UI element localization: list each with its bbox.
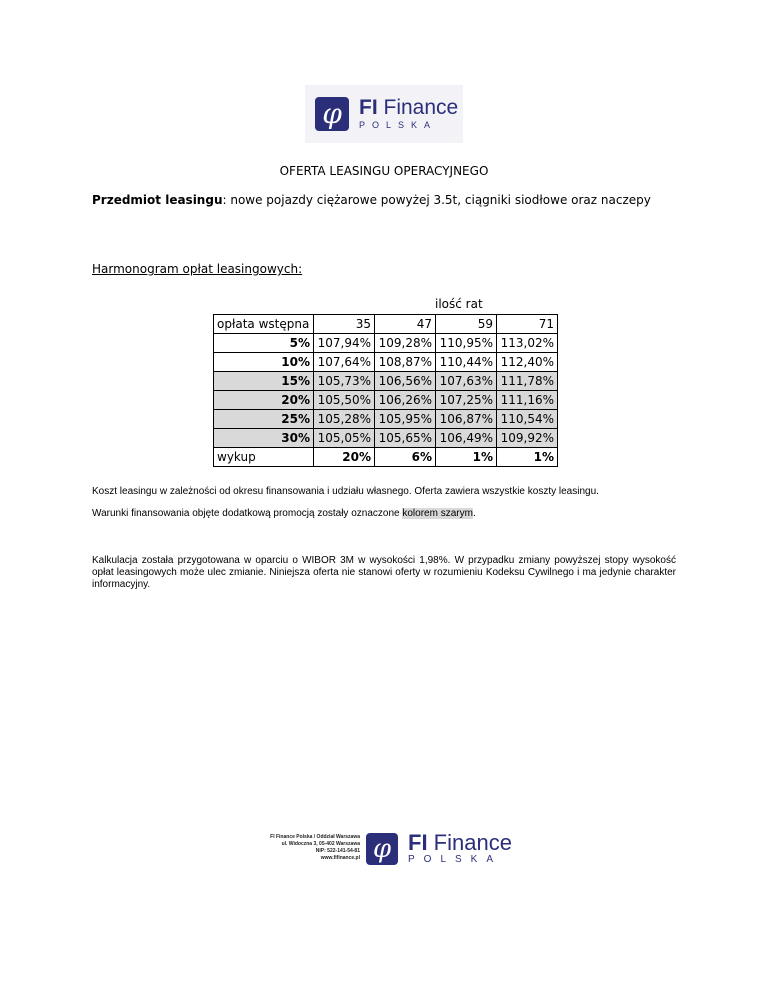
rate-cell: 105,73% xyxy=(314,372,375,391)
down-payment-cell: 5% xyxy=(214,334,314,353)
footer-logo-subtitle: POLSKA xyxy=(408,854,503,865)
down-payment-header: opłata wstępna xyxy=(214,315,314,334)
rate-cell: 111,78% xyxy=(497,372,558,391)
down-payment-cell: 20% xyxy=(214,391,314,410)
calculation-note: Kalkulacja została przygotowana w oparciu o WIBOR 3M w wysokości 1,98%. W przypadku zmiany powyższej stopy wysokość opłat leasingowych może ulec zmianie. Niniejsza oferta nie stanowi oferty w rozumieniu Kodeksu Cywilnego i ma jedynie charakter informacyjny. xyxy=(92,555,676,590)
table-row xyxy=(214,429,558,448)
rate-cell: 105,95% xyxy=(375,410,436,429)
rate-cell: 111,16% xyxy=(497,391,558,410)
table-row xyxy=(214,372,558,391)
down-payment-cell: 15% xyxy=(214,372,314,391)
rate-cell: 113,02% xyxy=(497,334,558,353)
rate-cell: 106,56% xyxy=(375,372,436,391)
cost-note: Koszt leasingu w zależności od okresu finansowania i udziału własnego. Oferta zawiera wszystkie koszty leasingu. xyxy=(92,486,599,497)
buyout-row xyxy=(214,448,558,467)
down-payment-cell: 25% xyxy=(214,410,314,429)
footer-logo-mark-icon: φ xyxy=(366,833,398,865)
rate-cell: 106,26% xyxy=(375,391,436,410)
rate-cell: 107,94% xyxy=(314,334,375,353)
table-row xyxy=(214,410,558,429)
rate-cell: 105,50% xyxy=(314,391,375,410)
footer-address: FI Finance Polska / Oddział Warszawa ul. Widoczna 3, 05-402 Warszawa NIP: 522-141-54-81 www.fifinance.pl xyxy=(270,834,360,861)
table-row xyxy=(214,353,558,372)
rate-cell: 107,63% xyxy=(436,372,497,391)
table-header-row xyxy=(214,315,558,334)
rate-cell: 106,87% xyxy=(436,410,497,429)
installments-column-header: 59 xyxy=(436,315,497,334)
table-row xyxy=(214,391,558,410)
subject-label: Przedmiot leasingu xyxy=(92,193,223,207)
footer-logo xyxy=(366,832,512,866)
rate-cell: 106,49% xyxy=(436,429,497,448)
leasing-subject xyxy=(92,193,651,207)
logo-name: FI Finance xyxy=(359,96,459,119)
promo-highlight: kolorem szarym xyxy=(402,508,473,519)
buyout-cell: 6% xyxy=(375,448,436,467)
rate-cell: 109,28% xyxy=(375,334,436,353)
buyout-cell: 1% xyxy=(497,448,558,467)
rate-cell: 110,54% xyxy=(497,410,558,429)
rate-cell: 107,25% xyxy=(436,391,497,410)
installments-column-header: 71 xyxy=(497,315,558,334)
rate-cell: 105,05% xyxy=(314,429,375,448)
rate-cell: 108,87% xyxy=(375,353,436,372)
installments-column-header: 47 xyxy=(375,315,436,334)
rate-cell: 110,44% xyxy=(436,353,497,372)
buyout-label: wykup xyxy=(214,448,314,467)
document-title: OFERTA LEASINGU OPERACYJNEGO xyxy=(279,164,489,178)
rate-cell: 105,65% xyxy=(375,429,436,448)
leasing-rates-table xyxy=(213,314,558,467)
promo-note: Warunki finansowania objęte dodatkową promocją zostały oznaczone kolorem szarym. xyxy=(92,508,476,519)
company-logo xyxy=(305,85,463,143)
buyout-cell: 1% xyxy=(436,448,497,467)
installments-column-header: 35 xyxy=(314,315,375,334)
subject-text: : nowe pojazdy ciężarowe powyżej 3.5t, ciągniki siodłowe oraz naczepy xyxy=(222,193,651,207)
rate-cell: 112,40% xyxy=(497,353,558,372)
table-row xyxy=(214,334,558,353)
installments-label: ilość rat xyxy=(435,297,483,311)
rate-cell: 107,64% xyxy=(314,353,375,372)
rate-cell: 105,28% xyxy=(314,410,375,429)
logo-subtitle: POLSKA xyxy=(359,120,438,130)
rate-cell: 109,92% xyxy=(497,429,558,448)
down-payment-cell: 10% xyxy=(214,353,314,372)
buyout-cell: 20% xyxy=(314,448,375,467)
rate-cell: 110,95% xyxy=(436,334,497,353)
down-payment-cell: 30% xyxy=(214,429,314,448)
logo-mark-icon: φ xyxy=(315,97,349,131)
schedule-heading: Harmonogram opłat leasingowych: xyxy=(92,262,303,276)
footer-logo-name: FI Finance xyxy=(408,830,512,855)
